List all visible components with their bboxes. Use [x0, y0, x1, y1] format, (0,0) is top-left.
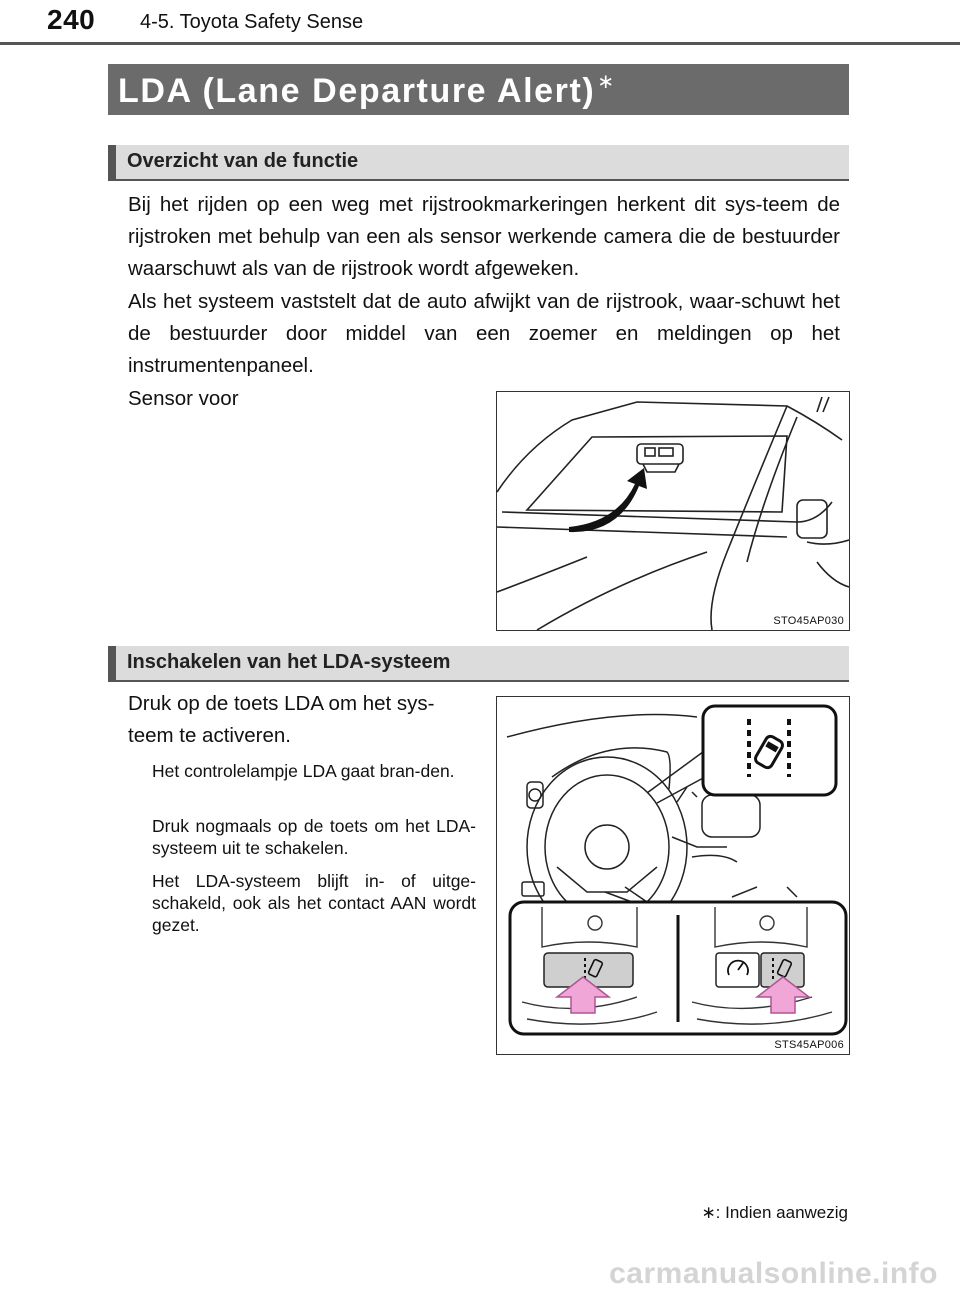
page-title-text: LDA (Lane Departure Alert) — [118, 72, 596, 110]
overview-paragraph-2: Als het systeem vaststelt dat de auto afwijkt van de rijstrook, waar-schuwt het de bestuurder door middel van een zoemer en meldingen op het instrumentenpaneel. — [128, 290, 840, 377]
note-item: Druk nogmaals op de toets om het LDA-systeem uit te schakelen. — [152, 816, 476, 858]
note-item: Het controlelampje LDA gaat bran-den. — [152, 761, 455, 781]
section-label: 4-5. Toyota Safety Sense — [140, 11, 364, 33]
section-heading-overview — [108, 145, 849, 181]
optional-marker: ∗ — [597, 71, 616, 93]
activation-instruction: Druk op de toets LDA om het sys-teem te activeren. — [128, 692, 435, 747]
page-number: 240 — [47, 4, 96, 35]
heading-stripe — [108, 646, 116, 680]
footnote: ∗: Indien aanwezig — [701, 1203, 848, 1222]
section-heading-text: Overzicht van de functie — [127, 150, 359, 172]
figure-code: STS45AP006 — [774, 1039, 844, 1051]
windshield-camera-illustration — [497, 392, 849, 630]
figure-code: STO45AP030 — [773, 615, 844, 627]
activation-figure — [496, 696, 850, 1055]
sensor-label: Sensor voor — [128, 387, 239, 410]
header-rule — [0, 42, 960, 45]
note-item: Het LDA-systeem blijft in- of uitge-schakeld, ook als het contact AAN wordt gezet. — [152, 871, 476, 935]
page-title — [118, 69, 616, 111]
section-heading-activation — [108, 646, 849, 682]
watermark: carmanualsonline.info — [609, 1257, 938, 1290]
dashboard-illustration — [497, 697, 849, 1054]
sensor-figure — [496, 391, 850, 631]
heading-stripe — [108, 145, 116, 179]
overview-paragraph-1: Bij het rijden op een weg met rijstrookmarkeringen herkent dit sys-teem de rijstroken met behulp van een als sensor werkende camera die de bestuurder waarschuwt als van de rijstrook wordt afgeweken. — [128, 193, 840, 280]
section-heading-text: Inschakelen van het LDA-systeem — [127, 651, 451, 673]
